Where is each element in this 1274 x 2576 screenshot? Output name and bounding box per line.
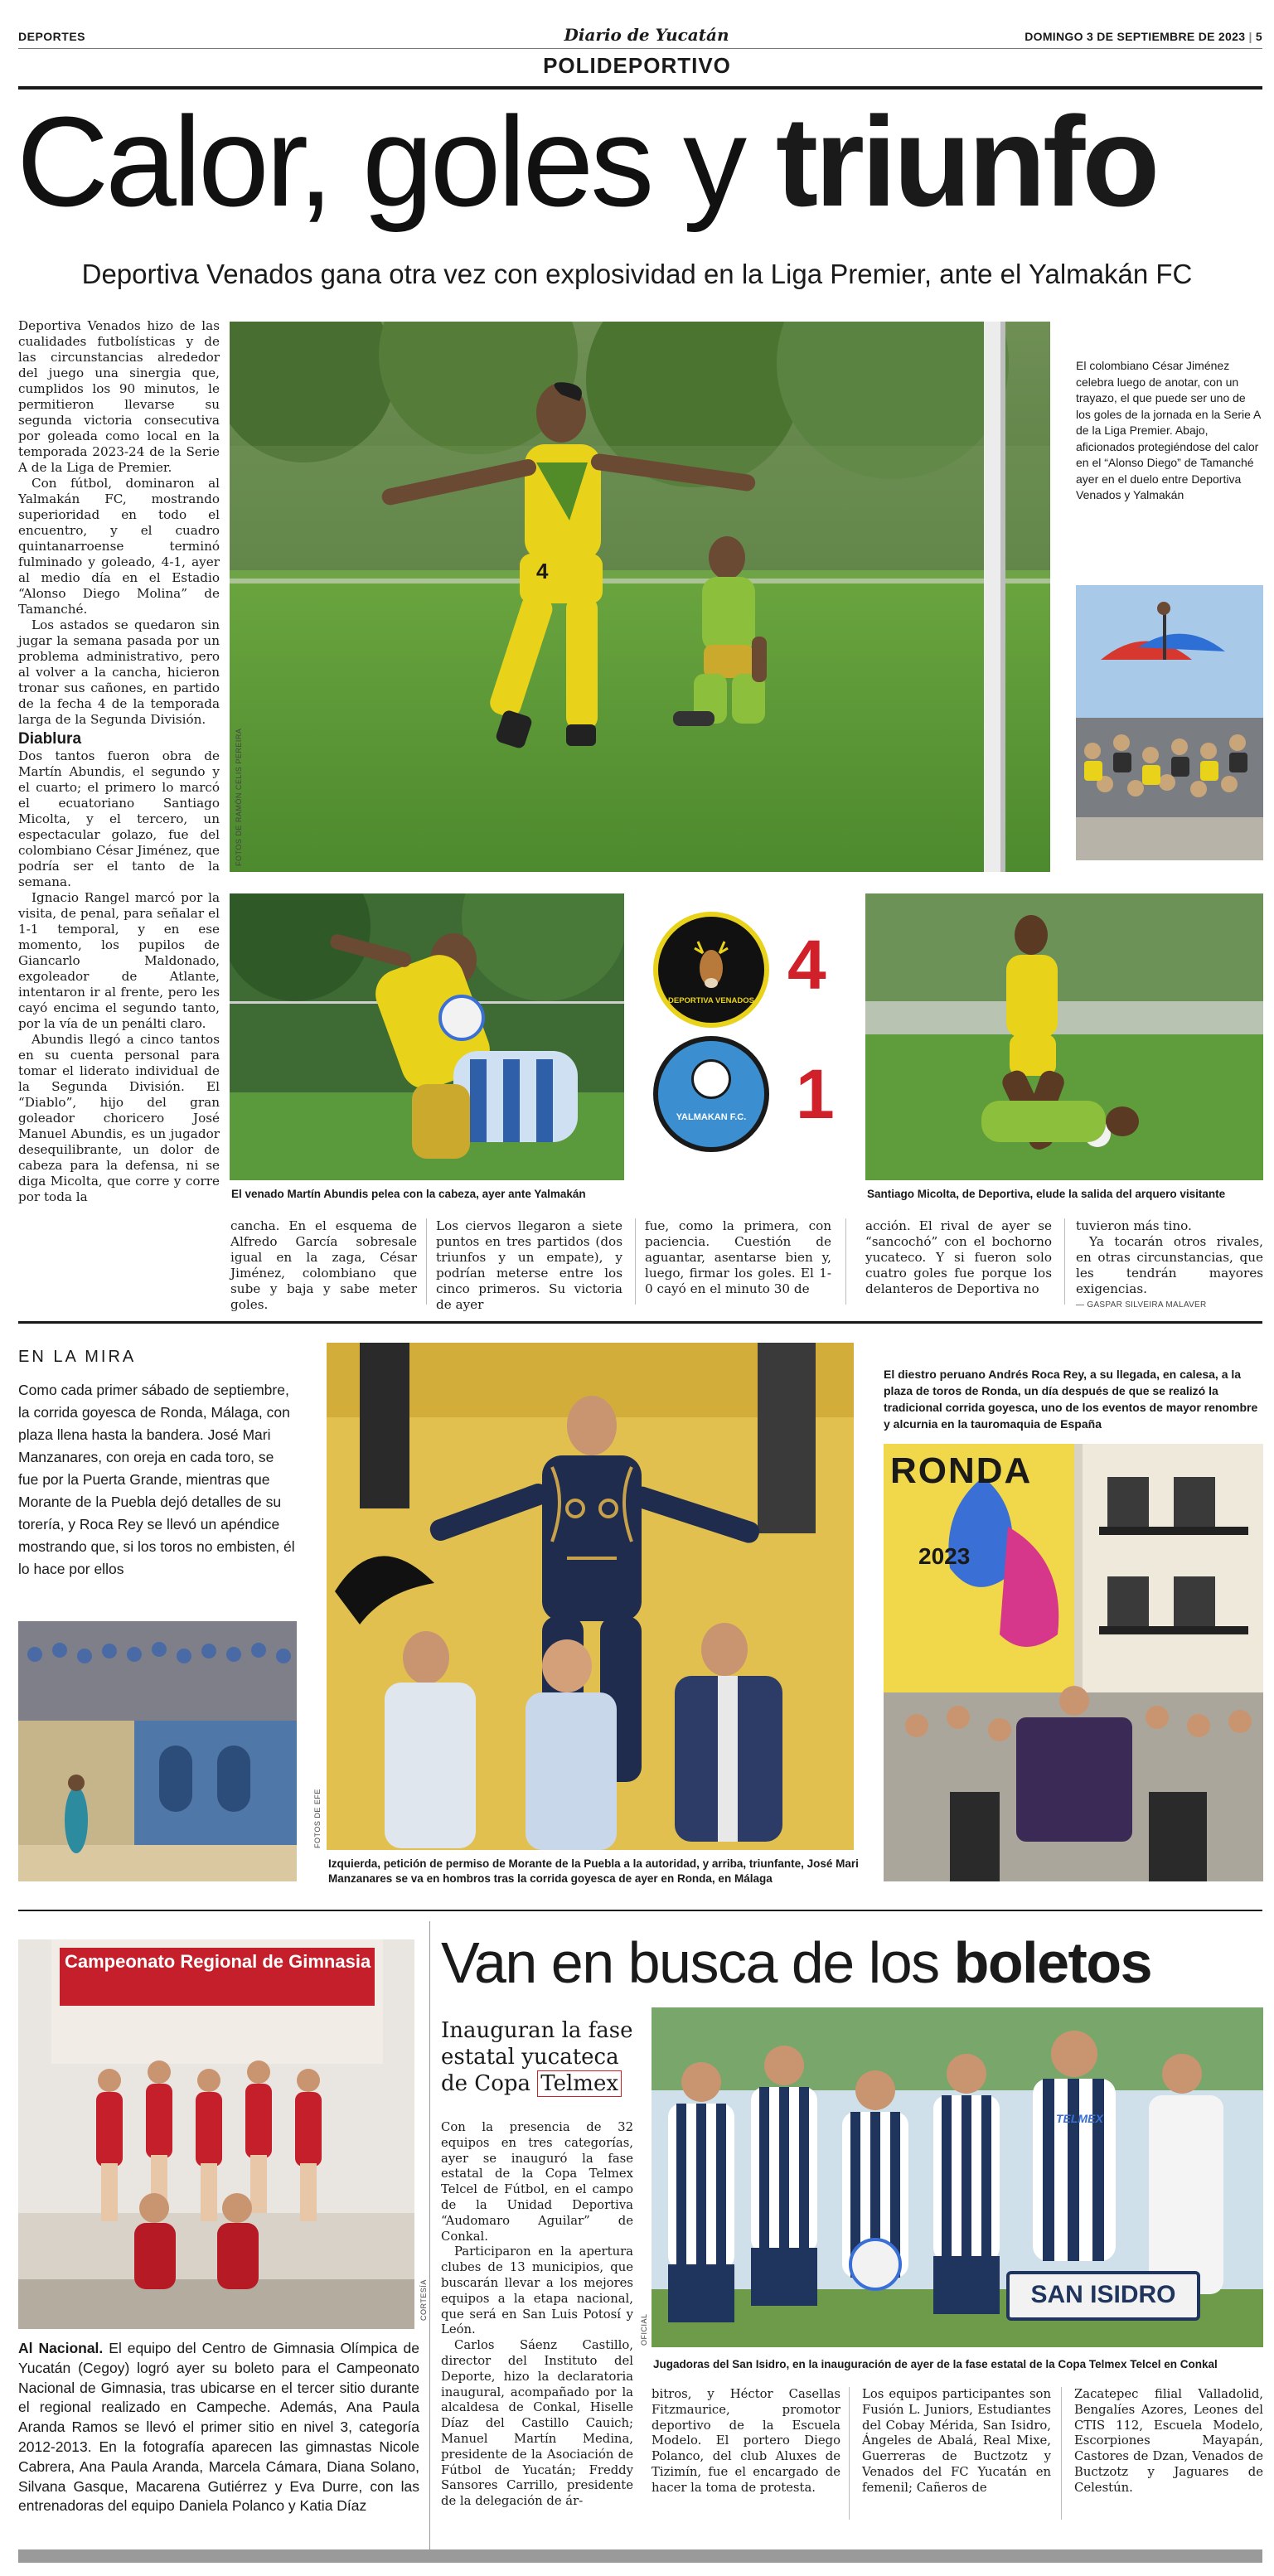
- paragraph: Participaron en la apertura clubes de 13 municipios, que buscarán llevar a los mejores equipos a la etapa nacional, que será en San Luis Potosí y León.: [441, 2244, 633, 2337]
- paragraph: Los astados se quedaron sin jugar la semana pasada por un problema administrativo, pero al volver a la cancha, hicieron tronar sus cañones, en partido de la fecha 4 de la temporada larga de la Segunda División.: [18, 617, 220, 727]
- bullring-illustration: [18, 1621, 297, 1881]
- header-duel-illustration: [230, 893, 624, 1180]
- headline-bold: triunfo: [775, 90, 1157, 233]
- copa-column-2: bitros, y Héctor Casellas Fitzmaurice, promotor deportivo de la Escuela Modelo. El portero Diego Polanco, del club Aluxes de Tizimín, fue el encargado de hacer la toma de protesta.: [652, 2387, 840, 2495]
- svg-text:4: 4: [536, 559, 549, 583]
- away-team-logo: [653, 1036, 769, 1152]
- san-isidro-sign-text: SAN ISIDRO: [1030, 2281, 1176, 2308]
- main-story-column-4: fue, como la primera, con paciencia. Cuestión de aguantar, asentarse bien y, luego, firmar los goles. El 1-0 cayó en el minuto 30 de: [645, 1218, 831, 1296]
- paragraph: Con la presencia de 32 equipos en tres categorías, ayer se inauguró la fase estatal de la Copa Telmex Telcel de Fútbol, en el campo de la Unidad Deportiva “Audomaro Aguilar” de Conkal.: [441, 2120, 633, 2244]
- photo-credit: FOTOS DE RAMÓN CELIS PEREIRA: [235, 728, 243, 866]
- copa-column-1: [441, 2120, 633, 2510]
- gymnastics-caption: [18, 2339, 419, 2516]
- column-divider: [1061, 2387, 1062, 2520]
- fans-photo-illustration: [1076, 585, 1263, 860]
- manzanares-illustration: [327, 1343, 854, 1850]
- main-story-column-5: acción. El rival de ayer se “sancochó” con el bochorno yucateco. Y si fueron solo cuatro goles fue porque los delanteros de Deportiva no: [865, 1218, 1052, 1296]
- ball-icon: [691, 1059, 731, 1099]
- main-headline: [17, 91, 1260, 232]
- main-story-column-6: [1076, 1218, 1263, 1313]
- san-isidro-photo: [652, 2007, 1263, 2347]
- manzanares-photo: [327, 1343, 854, 1850]
- san-isidro-caption: Jugadoras del San Isidro, en la inauguración de ayer de la fase estatal de la Copa Telmex Telcel en Conkal: [653, 2358, 1218, 2370]
- paragraph: Carlos Sáenz Castillo, director del Instituto del Deporte, hizo la declaratoria inaugural, acompañado por la alcaldesa de Conkal, Hiselle Díaz del Castillo Cauich; Manuel Martín Medina, presidente de la Asociación de Fútbol de Yucatán; Freddy Sansores Carrillo, presidente de la delegación de ár-: [441, 2338, 633, 2509]
- column-divider: [1064, 1218, 1065, 1305]
- paragraph: Deportiva Venados hizo de las cualidades futbolísticas y de las circunstancias alrededor del juego una sinergia que, cumplidos los 90 minutos, le permitieron llevarse su segunda victoria consecutiva por goleada como local en la temporada 2023-24 de la Serie A de la Liga de Premier.: [18, 318, 220, 475]
- paragraph: tuvieron más tino.: [1076, 1218, 1192, 1233]
- copa-headline: [441, 1928, 1270, 1997]
- away-score: 1: [796, 1055, 835, 1133]
- column-divider: [845, 1218, 846, 1305]
- header-duel-photo: [230, 893, 624, 1180]
- copa-kicker: [441, 2017, 633, 2097]
- section-title: POLIDEPORTIVO: [543, 53, 731, 78]
- paragraph: Dos tantos fueron obra de Martín Abundis, el segundo y el cuarto; el primero lo marcó el ecuatoriano Santiago Micolta, y el tercero, un espectacular golazo, fue del colombiano César Jiménez, que podría ser el tanto de la semana.: [18, 748, 220, 889]
- footer-bar: [18, 2549, 1262, 2563]
- column-divider: [849, 2387, 850, 2520]
- gymnastics-photo: [18, 1939, 414, 2329]
- copa-column-4: Zacatepec filial Valladolid, Bengalíes Azores, Leones del CTIS 112, Escuela Modelo, Escorpiones Mayapán, Castores de Dzan, Venados de Buctzotz y Jaguares de Celestún.: [1074, 2387, 1263, 2495]
- date: DOMINGO 3 DE SEPTIEMBRE DE 2023: [1025, 30, 1246, 43]
- away-team-name: YALMAKAN F.C.: [676, 1112, 747, 1122]
- home-team-logo: [653, 912, 769, 1028]
- byline: — GASPAR SILVEIRA MALAVER: [1076, 1300, 1207, 1310]
- headline-light: Van en busca de los: [441, 1930, 939, 1995]
- celebration-photo-illustration: [230, 322, 1050, 872]
- main-story-column-2: cancha. En el esquema de Alfredo García sobresale igual en la zaga, César Jiménez, colombiano que sube y baja y sabe meter goles.: [230, 1218, 417, 1312]
- dribble-caption: Santiago Micolta, de Deportiva, elude la salida del arquero visitante: [867, 1188, 1226, 1200]
- dribble-photo: [865, 893, 1263, 1180]
- headline-bold: boletos: [953, 1930, 1152, 1995]
- scoreboard: [647, 903, 837, 1152]
- caption-body: El equipo del Centro de Gimnasia Olímpica de Yucatán (Cegoy) logró ayer su boleto para el Campeonato Nacional de Gimnasia, tras ubicarse en el tercer sitio durante el regional realizado en Campeche. Además, Ana Paula Aranda Ramos se llevó el primer sitio en nivel 3, categoría 2012-2013. En la fotografía aparecen las gimnastas Nicole Cabrera, Ana Paula Aranda, Marcela Cámara, Diana Solano, Silvana Gasque, Macarena Gutiérrez y Eva Durre, con las entrenadoras del equipo Daniela Polanco y Katia Díaz: [18, 2340, 419, 2515]
- roca-rey-illustration: [884, 1444, 1263, 1881]
- copa-photo-credit: OFICIAL: [640, 2313, 648, 2346]
- date-label: [1025, 30, 1262, 43]
- ronda-poster-year: 2023: [918, 1543, 971, 1569]
- paragraph: Ignacio Rangel marcó por la visita, de penal, para señalar el 1-1 temporal, y en ese momento, los pupilos de Giancarlo Maldonado, exgoleador de Atlante, intentaron ir al frente, pero les cayó encima el segundo tanto, por la vía de un penálti claro.: [18, 890, 220, 1031]
- kicker-boxed: Telmex: [537, 2070, 622, 2097]
- main-photo: [230, 322, 1050, 872]
- section-rule: [18, 86, 1262, 90]
- home-score: 4: [787, 926, 826, 1004]
- section-label: DEPORTES: [18, 30, 86, 43]
- gymnastics-illustration: [18, 1939, 414, 2329]
- roca-rey-caption: El diestro peruano Andrés Roca Rey, a su llegada, en calesa, a la plaza de toros de Ronda, un día después de que se realizó la tradicional corrida goyesca, uno de los eventos de mayor renombre y alcurnia en la tauromaquia de España: [884, 1368, 1258, 1431]
- gymnastics-banner-text: Campeonato Regional de Gimnasia: [65, 1951, 371, 1972]
- bullfight-text: Como cada primer sábado de septiembre, la corrida goyesca de Ronda, Málaga, con plaza llena hasta la bandera. José Mari Manzanares, con oreja en cada toro, se fue por la Puerta Grande, mientras que Morante de la Puebla dejó detalles de su torería, y Roca Rey se llevó un apéndice mostrando que, si los toros no embisten, él lo hace por ellos: [18, 1382, 295, 1577]
- roca-rey-photo: [884, 1444, 1263, 1881]
- column-divider: [429, 1921, 430, 2553]
- kicker-text: Inauguran la fase estatal yucateca de Copa: [441, 2018, 633, 2096]
- deer-icon: [690, 937, 733, 995]
- en-la-mira-label: EN LA MIRA: [18, 1348, 137, 1366]
- subheadline: Deportiva Venados gana otra vez con explosividad en la Liga Premier, ante el Yalmakán FC: [81, 259, 1193, 289]
- fans-photo: [1076, 585, 1263, 860]
- main-story-column-1: [18, 318, 220, 1205]
- jersey-sponsor-text: TELMEX: [1056, 2112, 1103, 2125]
- header-duel-caption: El venado Martín Abundis pelea con la cabeza, ayer ante Yalmakán: [231, 1188, 586, 1200]
- home-team-name: DEPORTIVA VENADOS: [668, 996, 754, 1005]
- paragraph: Abundis llegó a cinco tantos en su cuenta personal para tomar el liderato individual de la Segunda División. El “Diablo”, hijo del gran goleador choricero José Manuel Abundis, es un jugador desequilibrante, un dolor de cabeza para la defensa, ni se diga Micolta, que corre y corre por toda la: [18, 1032, 220, 1204]
- bullring-photo: [18, 1621, 297, 1881]
- section-divider: [18, 1910, 1262, 1911]
- main-story-column-3: Los ciervos llegaron a siete puntos en tres partidos (dos triunfos y un empate), y podrían meterse entre los cinco primeros. Su victoria de ayer: [436, 1218, 622, 1312]
- bullfight-credit: FOTOS DE EFE: [313, 1789, 322, 1848]
- caption-lead: Al Nacional.: [18, 2340, 104, 2356]
- dribble-illustration: [865, 893, 1263, 1180]
- column-divider: [426, 1218, 427, 1305]
- ronda-poster-text: RONDA: [890, 1450, 1033, 1491]
- masthead: Diario de Yucatán: [564, 25, 729, 45]
- paragraph: Con fútbol, dominaron al Yalmakán FC, mostrando superioridad en todo el encuentro, y el cuadro quintanarroense terminó fulminado y goleado, 4-1, ayer al medio día en el Estadio “Alonso Diego Molina” de Tamanché.: [18, 476, 220, 617]
- story-divider: [18, 1321, 1262, 1324]
- headline-light: Calor, goles y: [17, 90, 744, 233]
- manzanares-caption: Izquierda, petición de permiso de Morante de la Puebla a la autoridad, y arriba, triunfante, José Mari Manzanares se va en hombros tras la corrida goyesca de ayer en Ronda, en Málaga: [328, 1857, 859, 1885]
- paragraph: Ya tocarán otros rivales, en otras circunstancias, que les tendrán mayores exigencias.: [1076, 1234, 1263, 1296]
- main-photo-caption: El colombiano César Jiménez celebra luego de anotar, con un trayazo, el que puede ser uno de los goles de la jornada en la Serie A de la Liga Premier. Abajo, aficionados protegiéndose del calor en el “Alonso Diego” de Tamanché ayer en el duelo entre Deportiva Venados y Yalmakán: [1076, 359, 1261, 501]
- page-number: 5: [1255, 30, 1262, 43]
- page-separator: |: [1248, 30, 1256, 43]
- subhead: Diablura: [18, 730, 82, 748]
- header-rule: [18, 48, 1262, 49]
- column-divider: [635, 1218, 636, 1305]
- copa-column-3: Los equipos participantes son Fusión L. Juniors, Estudiantes del Cobay Mérida, San Isidro, Ángeles de Abalá, Real Mixe, Guerreras de Buctzotz y Venados del FC Yucatán en femenil; Cañeros de: [862, 2387, 1051, 2495]
- gymnastics-credit: CORTESÍA: [419, 2279, 428, 2321]
